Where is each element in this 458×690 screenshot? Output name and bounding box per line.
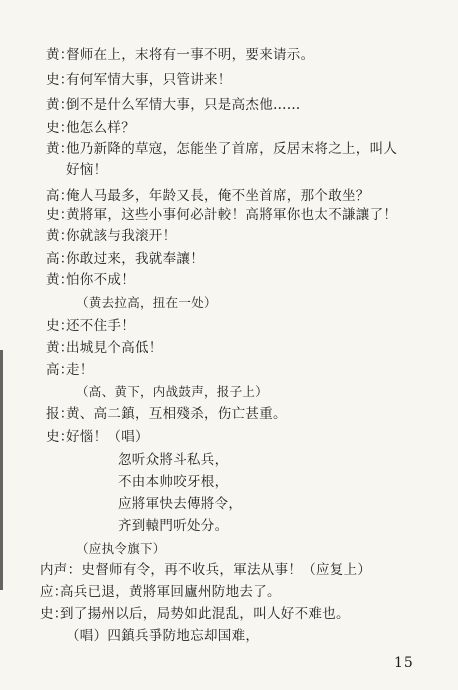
script-line (46, 339, 163, 357)
speaker-label: 史： (46, 207, 74, 223)
line-text: 忽听众將斗私兵， (118, 452, 229, 468)
verse-line (118, 473, 228, 491)
line-text: 他乃新降的草寇，怎能坐了首席，反居末将之上，叫人 (66, 141, 398, 157)
verse-line (118, 451, 228, 469)
speaker-label: 史： (46, 318, 74, 334)
script-line (46, 206, 397, 224)
stage-direction (76, 540, 166, 558)
binding-edge (0, 350, 3, 590)
speaker-label: 内声： (40, 562, 82, 578)
script-line (46, 317, 135, 335)
line-text: 史督师有令，再不收兵，軍法从事！（应复上） (81, 562, 372, 578)
speaker-label: 黄： (46, 97, 74, 113)
line-text: 怕你不成！ (66, 272, 135, 288)
line-text: 高兵已退，黄將軍回廬州防地去了。 (60, 584, 281, 600)
script-line (46, 119, 135, 137)
line-text: 他怎么样？ (66, 120, 135, 136)
speaker-label: 高： (46, 251, 74, 267)
line-text: （高、黄下，内战鼓声，报子上） (76, 384, 269, 399)
verse-line (118, 517, 228, 535)
script-line (46, 250, 204, 268)
speaker-label: 黄： (46, 47, 74, 63)
script-line (40, 605, 350, 623)
script-line (40, 561, 371, 579)
script-line (46, 271, 135, 289)
speaker-label: 史： (46, 72, 74, 88)
stage-direction (76, 383, 268, 401)
speaker-label: 报： (46, 406, 74, 422)
script-line (46, 227, 176, 245)
line-text: 齐到轅門听处分。 (118, 518, 229, 534)
script-line (46, 96, 301, 114)
page-number: 15 (394, 655, 414, 671)
line-text: （唱）四鎮兵爭防地忘却国难， (66, 628, 260, 644)
script-line (40, 583, 281, 601)
line-text: 好恼！ (66, 162, 108, 178)
line-text: 黄、高二鎮，互相殘杀，伤亡甚重。 (66, 406, 287, 422)
script-line (46, 71, 232, 89)
line-text: 走！ (66, 362, 94, 378)
script-line (46, 46, 314, 64)
speaker-label: 高： (46, 362, 74, 378)
script-line (46, 361, 94, 379)
line-text: 黄將軍，这些小事何必計較！高將軍你也太不謙讓了！ (66, 207, 398, 223)
line-text: （黄去拉高，扭在一处） (76, 295, 217, 310)
line-text: 督师在上，末将有一事不明，要来请示。 (66, 47, 315, 63)
line-text: 到了揚州以后，局势如此混乱，叫人好不难也。 (60, 606, 350, 622)
line-text: 出城見个高低！ (66, 340, 163, 356)
script-line (46, 405, 287, 423)
verse-line (118, 495, 242, 513)
line-text: 俺人马最多，年龄又長，俺不坐首席，那个敢坐？ (66, 188, 370, 204)
speaker-label: 史： (40, 606, 68, 622)
speaker-label: 黄： (46, 141, 74, 157)
line-text: 你敢过来，我就奉讓！ (66, 251, 204, 267)
line-text: 有何军情大事，只管讲来！ (66, 72, 232, 88)
speaker-label: 黄： (46, 272, 74, 288)
line-text: （应执令旗下） (76, 541, 166, 556)
script-line-continuation (66, 161, 107, 179)
script-line-continuation (66, 627, 259, 645)
speaker-label: 史： (46, 429, 74, 445)
speaker-label: 高： (46, 188, 74, 204)
script-line (46, 187, 370, 205)
script-line (46, 140, 397, 158)
stage-direction (76, 294, 217, 312)
speaker-label: 黄： (46, 228, 74, 244)
speaker-label: 史： (46, 120, 74, 136)
line-text: 好惱！（唱） (66, 429, 149, 445)
speaker-label: 应： (40, 584, 68, 600)
line-text: 不由本帅咬牙根， (118, 474, 229, 490)
line-text: 倒不是什么军情大事，只是高杰他…… (66, 97, 301, 113)
line-text: 你就該与我滚开！ (66, 228, 177, 244)
speaker-label: 黄： (46, 340, 74, 356)
script-line (46, 428, 149, 446)
line-text: 应將軍快去傳將令， (118, 496, 243, 512)
line-text: 还不住手！ (66, 318, 135, 334)
